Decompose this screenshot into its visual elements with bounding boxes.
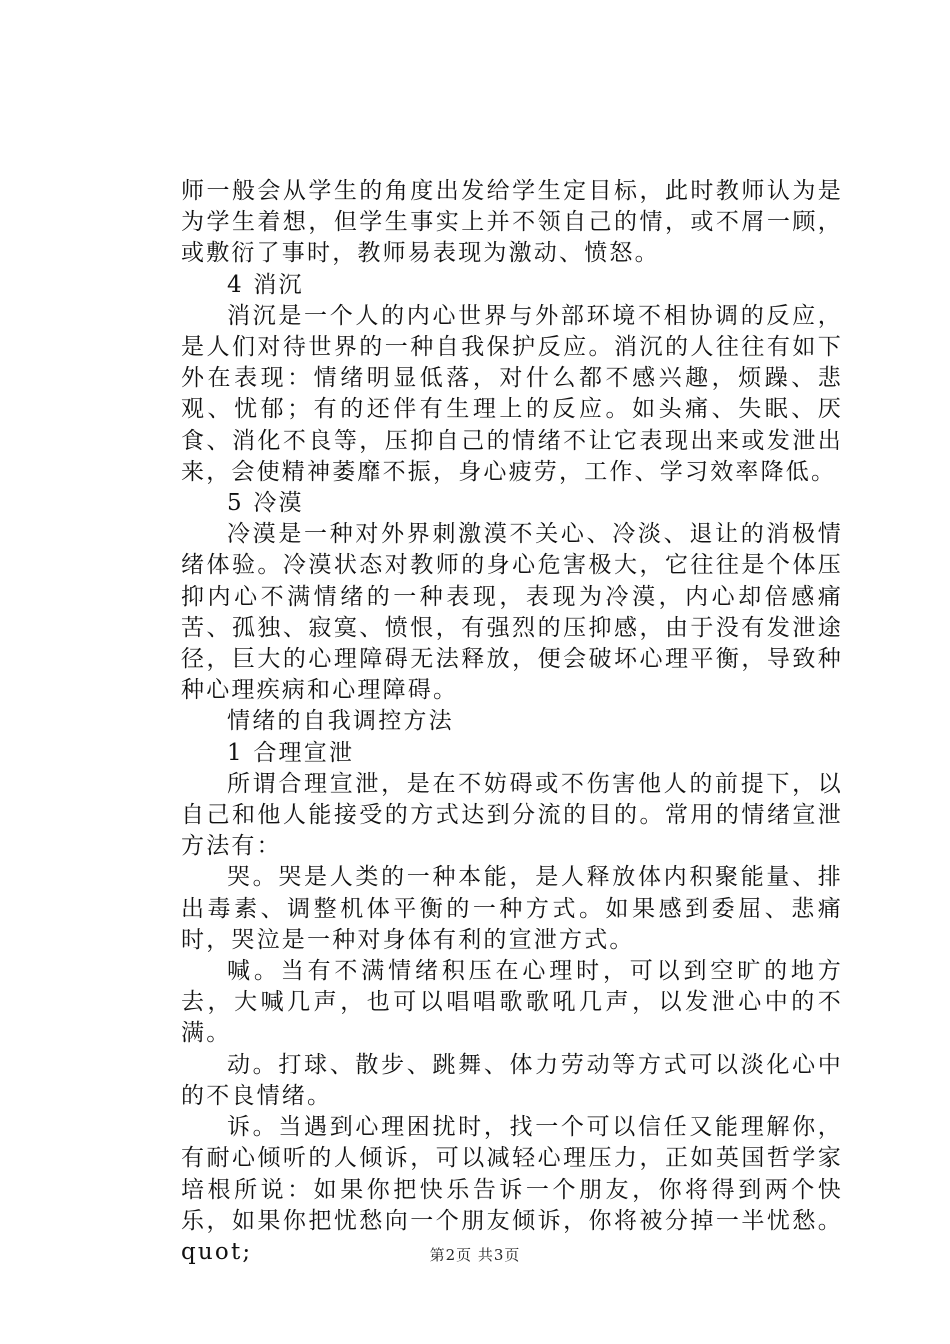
- paragraph-confiding: 诉。当遇到心理困扰时，找一个可以信任又能理解你，有耐心倾听的人倾诉，可以减轻心理压力，正如英国哲学家培根所说：如果你把快乐告诉一个朋友，你将得到两个快乐，如果你把忧愁向一个朋友倾诉，你将被分掉一半忧愁。quot;: [181, 1114, 843, 1265]
- paragraph-venting-intro: 所谓合理宣泄，是在不妨碍或不伤害他人的前提下，以自己和他人能接受的方式达到分流的目的。常用的情绪宣泄方法有：: [181, 770, 843, 860]
- paragraph-continued: 师一般会从学生的角度出发给学生定目标，此时教师认为是为学生着想，但学生事实上并不领自己的情，或不屑一顾，或敷衍了事时，教师易表现为激动、愤怒。: [181, 178, 843, 267]
- paragraph-crying: 哭。哭是人类的一种本能，是人释放体内积聚能量、排出毒素、调整机体平衡的一种方式。如果感到委屈、悲痛时，哭泣是一种对身体有利的宣泄方式。: [181, 864, 843, 953]
- document-body: [181, 176, 843, 1268]
- page-number-footer: 第2页 共3页: [429, 1246, 521, 1264]
- section-heading-venting: 1 合理宣泄: [227, 739, 355, 766]
- paragraph-indifference: 冷漠是一种对外界刺激漠不关心、冷淡、退让的消极情绪体验。冷漠状态对教师的身心危害极大，它往往是个体压抑内心不满情绪的一种表现，表现为冷漠，内心却倍感痛苦、孤独、寂寞、愤恨，有强烈的压抑感，由于没有发泄途径，巨大的心理障碍无法释放，便会破坏心理平衡，导致种种心理疾病和心理障碍。: [181, 521, 843, 704]
- paragraph-shouting: 喊。当有不满情绪积压在心理时，可以到空旷的地方去，大喊几声，也可以唱唱歌歌吼几声，以发泄心中的不满。: [181, 958, 843, 1047]
- section-heading-self-regulation: 情绪的自我调控方法: [227, 708, 454, 735]
- section-heading-indifference: 5 冷漠: [227, 490, 304, 517]
- paragraph-depression: 消沉是一个人的内心世界与外部环境不相协调的反应，是人们对待世界的一种自我保护反应。消沉的人往往有如下外在表现：情绪明显低落，对什么都不感兴趣，烦躁、悲观、忧郁；有的还伴有生理上的反应。如头痛、失眠、厌食、消化不良等，压抑自己的情绪不让它表现出来或发泄出来，会使精神萎靡不振，身心疲劳，工作、学习效率降低。: [181, 302, 843, 485]
- section-heading-depression: 4 消沉: [227, 271, 304, 298]
- paragraph-exercise: 动。打球、散步、跳舞、体力劳动等方式可以淡化心中的不良情绪。: [181, 1051, 843, 1109]
